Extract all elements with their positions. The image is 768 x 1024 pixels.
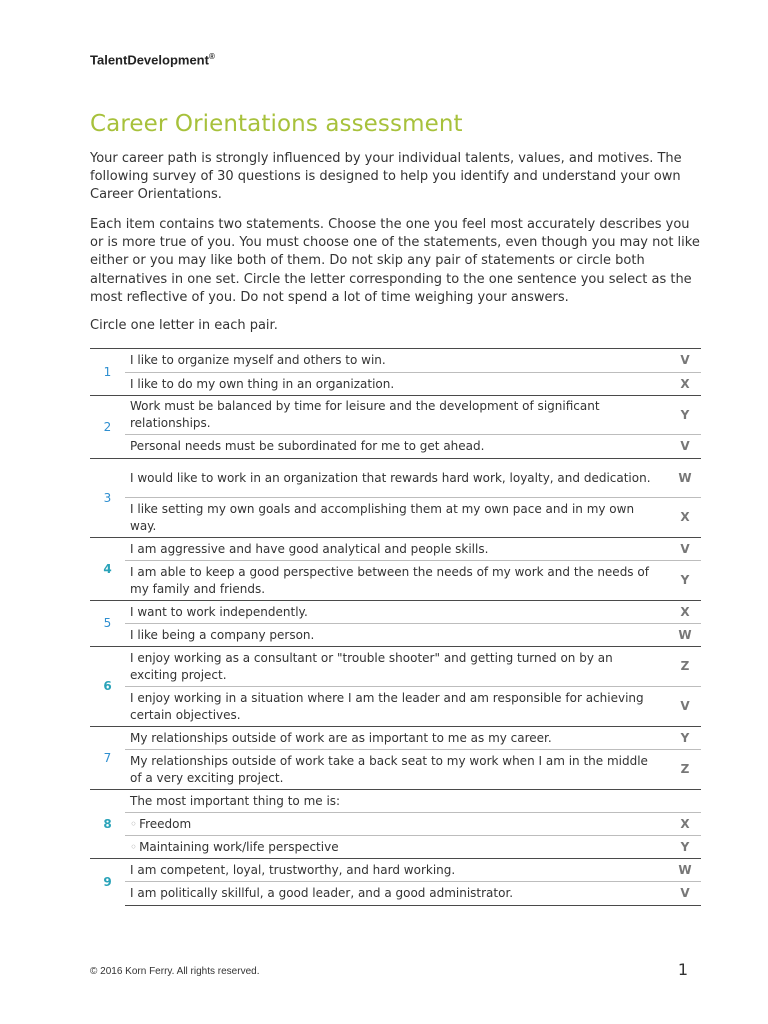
question-row — [90, 813, 701, 836]
answer-letter[interactable]: V — [669, 882, 701, 906]
question-row — [90, 624, 701, 647]
statement-b: I like being a company person. — [125, 624, 669, 647]
question-stem: The most important thing to me is: — [125, 790, 669, 813]
question-row — [90, 647, 701, 687]
answer-letter[interactable]: Y — [669, 396, 701, 435]
registered-mark: ® — [208, 52, 215, 61]
empty-letter-cell — [669, 790, 701, 813]
answer-letter[interactable]: V — [669, 538, 701, 561]
answer-letter[interactable]: X — [669, 373, 701, 396]
question-number: 3 — [90, 459, 125, 538]
answer-letter[interactable]: Y — [669, 727, 701, 750]
answer-letter[interactable]: X — [669, 601, 701, 624]
statement-b: My relationships outside of work take a back seat to my work when I am in the middle of a very exciting project. — [125, 750, 669, 790]
answer-letter[interactable]: Y — [669, 561, 701, 601]
bullet-icon: ◦ — [130, 839, 138, 854]
bullet-icon: ◦ — [130, 816, 138, 831]
statement-a — [125, 813, 669, 836]
question-number: 6 — [90, 647, 125, 727]
question-row — [90, 601, 701, 624]
question-number: 5 — [90, 601, 125, 647]
question-number: 1 — [90, 349, 125, 396]
answer-letter[interactable]: Y — [669, 836, 701, 859]
answer-letter[interactable]: W — [669, 459, 701, 498]
questions-table — [90, 348, 701, 906]
copyright-footer: © 2016 Korn Ferry. All rights reserved. — [90, 966, 260, 977]
question-row — [90, 498, 701, 538]
answer-letter[interactable]: W — [669, 624, 701, 647]
question-row — [90, 836, 701, 859]
statement-a: I enjoy working as a consultant or "trouble shooter" and getting turned on by an exciting project. — [125, 647, 669, 687]
option-text: Maintaining work/life perspective — [139, 839, 339, 854]
statement-a: I am aggressive and have good analytical and people skills. — [125, 538, 669, 561]
question-row — [90, 687, 701, 727]
question-number: 8 — [90, 790, 125, 859]
statement-b — [125, 836, 669, 859]
answer-letter[interactable]: Z — [669, 647, 701, 687]
statement-a: I like to organize myself and others to win. — [125, 349, 669, 373]
intro-paragraph: Your career path is strongly influenced by your individual talents, values, and motives. The following survey of 30 questions is designed to help you identify and understand your own Career Orientations. — [90, 151, 682, 203]
answer-letter[interactable]: V — [669, 349, 701, 373]
question-number: 4 — [90, 538, 125, 601]
question-row — [90, 538, 701, 561]
answer-letter[interactable]: X — [669, 498, 701, 538]
statement-b: I am politically skillful, a good leader, and a good administrator. — [125, 882, 669, 906]
question-row — [90, 459, 701, 498]
statement-a: I want to work independently. — [125, 601, 669, 624]
question-row — [90, 750, 701, 790]
statement-a: I would like to work in an organization that rewards hard work, loyalty, and dedication. — [125, 459, 669, 498]
option-text: Freedom — [139, 816, 192, 831]
question-number: 2 — [90, 396, 125, 459]
question-row — [90, 727, 701, 750]
question-row — [90, 396, 701, 435]
statement-a: Work must be balanced by time for leisure and the development of significant relationships. — [125, 396, 669, 435]
question-number: 9 — [90, 859, 125, 906]
answer-letter[interactable]: X — [669, 813, 701, 836]
answer-letter[interactable]: Z — [669, 750, 701, 790]
statement-b: I like setting my own goals and accomplishing them at my own pace and in my own way. — [125, 498, 669, 538]
statement-b: I am able to keep a good perspective between the needs of my work and the needs of my family and friends. — [125, 561, 669, 601]
page-number: 1 — [677, 960, 688, 979]
statement-b: I like to do my own thing in an organization. — [125, 373, 669, 396]
answer-letter[interactable]: V — [669, 435, 701, 459]
question-row — [90, 435, 701, 459]
question-row — [90, 373, 701, 396]
answer-letter[interactable]: V — [669, 687, 701, 727]
question-number: 7 — [90, 727, 125, 790]
circle-instruction: Circle one letter in each pair. — [90, 318, 278, 333]
question-row — [90, 561, 701, 601]
brand-logo — [90, 52, 215, 67]
statement-a: My relationships outside of work are as important to me as my career. — [125, 727, 669, 750]
question-row — [90, 349, 701, 373]
answer-letter[interactable]: W — [669, 859, 701, 882]
brand-name: TalentDevelopment — [90, 52, 209, 68]
question-row — [90, 882, 701, 906]
statement-a: I am competent, loyal, trustworthy, and hard working. — [125, 859, 669, 882]
page-title: Career Orientations assessment — [90, 111, 463, 137]
question-row — [90, 790, 701, 813]
question-row — [90, 859, 701, 882]
statement-b: I enjoy working in a situation where I am the leader and am responsible for achieving certain objectives. — [125, 687, 669, 727]
statement-b: Personal needs must be subordinated for me to get ahead. — [125, 435, 669, 459]
instructions-paragraph: Each item contains two statements. Choose the one you feel most accurately describes you or is more true of you. You must choose one of the statements, even though you may not like either or you may like both of them. Do not skip any pair of statements or circle both alternatives in one set. Circle the letter corresponding to the one sentence you select as the most reflective of you. Do not spend a lot of time weighing your answers. — [90, 217, 700, 305]
